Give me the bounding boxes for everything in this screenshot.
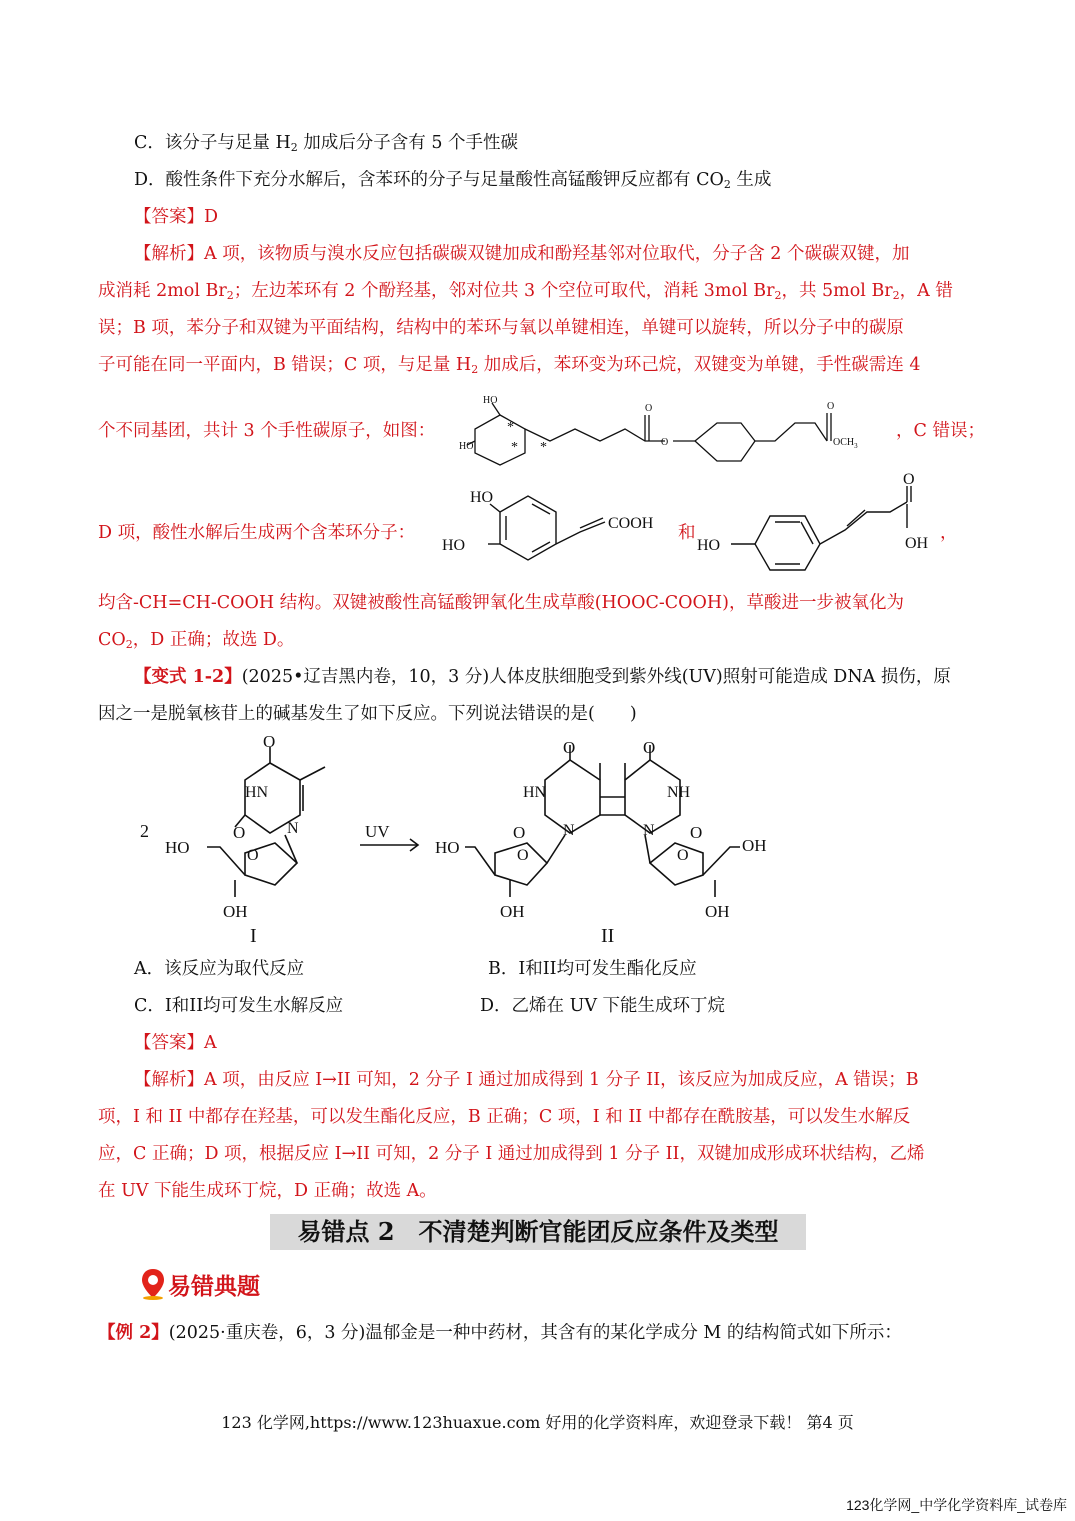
option-a: A．该反应为取代反应 [134,959,305,979]
explanation-line: D 项，酸性水解后生成两个含苯环分子： [98,523,416,543]
svg-text:*: * [511,440,518,455]
svg-text:N: N [643,822,655,839]
svg-text:HO: HO [459,441,474,452]
explanation-line: 成消耗 2mol $Br_2$；左边苯环有 2 个酚羟基，邻对位共 3 个空位可取代，消耗 3mol $Br_2$，共 5mol $Br_2$，A 错 [98,281,953,302]
section-subtitle-label: 易错典题 [168,1273,260,1300]
explanation-line: 应，C 正确；D 项，根据反应 I→II 可知，2 分子 I 通过加成得到 1 分子 II，双键加成形成环状结构，乙烯 [98,1144,925,1164]
question-stem: 【变式 1-2】(2025•辽吉黑内卷，10，3 分)人体皮肤细胞受到紫外线(UV)照射可能造成 DNA 损伤，原 [134,667,951,687]
answer: 【答案】A [134,1033,217,1053]
svg-text:O: O [645,403,653,414]
watermark: 123化学网_中学化学资料库_试卷库 [846,1497,1067,1513]
explanation-line: ，C 错误； [896,421,985,441]
svg-text:OH: OH [500,902,525,921]
svg-text:UV: UV [365,822,390,841]
svg-text:O: O [903,471,915,488]
explanation-line: 项，I 和 II 中都存在羟基，可以发生酯化反应，B 正确；C 项，I 和 II 中都存在酰胺基，可以发生水解反 [98,1107,911,1127]
svg-text:HN: HN [523,784,547,801]
svg-text:HO: HO [470,489,494,506]
svg-text:HO: HO [165,838,190,857]
explanation-line: 误；B 项，苯分子和双键为平面结构，结构中的苯环与氧以单键相连，单键可以旋转，所以分子中的碳原 [98,318,904,338]
option-d: D．酸性条件下充分水解后，含苯环的分子与足量酸性高锰酸钾反应都有 $CO_2$ 生成 [134,170,772,191]
answer: 【答案】D [134,207,219,227]
svg-text:O: O [517,847,529,864]
svg-text:HO: HO [697,537,721,554]
explanation-line: 【解析】A 项，该物质与溴水反应包括碳碳双键加成和酚羟基邻对位取代，分子含 2 个碳碳双键，加 [134,244,910,264]
location-pin-icon [140,1268,166,1300]
section-title: 易错点 2 不清楚判断官能团反应条件及类型 [270,1214,806,1250]
svg-text:OH: OH [705,902,730,921]
svg-text:HO: HO [483,395,498,406]
svg-text:O: O [661,437,669,448]
option-b: B．I和II均可发生酯化反应 [488,959,697,979]
option-d: D．乙烯在 UV 下能生成环丁烷 [480,996,726,1016]
page-footer: 123 化学网,https://www.123huaxue.com 好用的化学资料库，欢迎登录下载！ 第4 页 [221,1413,854,1432]
svg-text:O: O [563,738,576,757]
caffeic-acid-structure [440,482,680,577]
svg-text:O: O [263,732,276,751]
question-stem: 【例 2】(2025·重庆卷，6，3 分)温郁金是一种中药材，其含有的某化学成分 M 的结构简式如下所示： [98,1323,902,1343]
svg-text:2: 2 [140,821,149,841]
svg-text:*: * [540,440,547,455]
svg-text:HO: HO [442,537,466,554]
explanation-line: 子可能在同一平面内，B 错误；C 项，与足量 $H_2$ 加成后，苯环变为环己烷，双键变为单键，手性碳需连 4 [98,355,921,376]
svg-text:O: O [827,401,835,412]
svg-text:OH: OH [905,535,929,552]
chiral-carbon-structure [455,393,895,473]
svg-text:N: N [287,820,299,837]
svg-text:*: * [507,420,514,435]
explanation-line: 【解析】A 项，由反应 I→II 可知，2 分子 I 通过加成得到 1 分子 II，该反应为加成反应，A 错误；B [134,1070,919,1090]
option-c: C．该分子与足量 $H_2$ 加成后分子含有 5 个手性碳 [134,133,519,154]
explanation-line: 均含-CH=CH-COOH 结构。双键被酸性高锰酸钾氧化生成草酸(HOOC-COOH)，草酸进一步被氧化为 [98,593,904,613]
svg-text:OCH3: $OCH_3$ [833,437,858,450]
option-c: C．I和II均可发生水解反应 [134,996,344,1016]
svg-text:I: I [250,925,257,947]
svg-text:HN: HN [245,784,269,801]
svg-text:N: N [563,822,575,839]
svg-text:O: O [233,823,246,842]
explanation-line: 在 UV 下能生成环丁烷，D 正确；故选 A。 [98,1181,437,1201]
question-stem: 因之一是脱氧核苷上的碱基发生了如下反应。下列说法错误的是( ) [98,704,637,724]
svg-text:O: O [247,847,259,864]
svg-text:O: O [690,823,703,842]
explanation-line: ， [940,523,958,543]
svg-text:O: O [677,847,689,864]
uv-dimerization-scheme [135,732,795,950]
svg-text:II: II [601,925,615,947]
explanation-line: $CO_2$，D 正确；故选 D。 [98,630,295,651]
explanation-line: 和 [678,523,696,543]
svg-text:OH: OH [223,902,248,921]
coumaric-acid-structure [695,471,950,577]
svg-text:OH: OH [742,836,767,855]
svg-text:O: O [643,738,656,757]
svg-text:COOH: COOH [608,515,654,532]
svg-text:HO: HO [435,838,460,857]
svg-text:NH: NH [667,784,691,801]
svg-text:O: O [513,823,526,842]
explanation-line: 个不同基团，共计 3 个手性碳原子，如图： [98,421,436,441]
